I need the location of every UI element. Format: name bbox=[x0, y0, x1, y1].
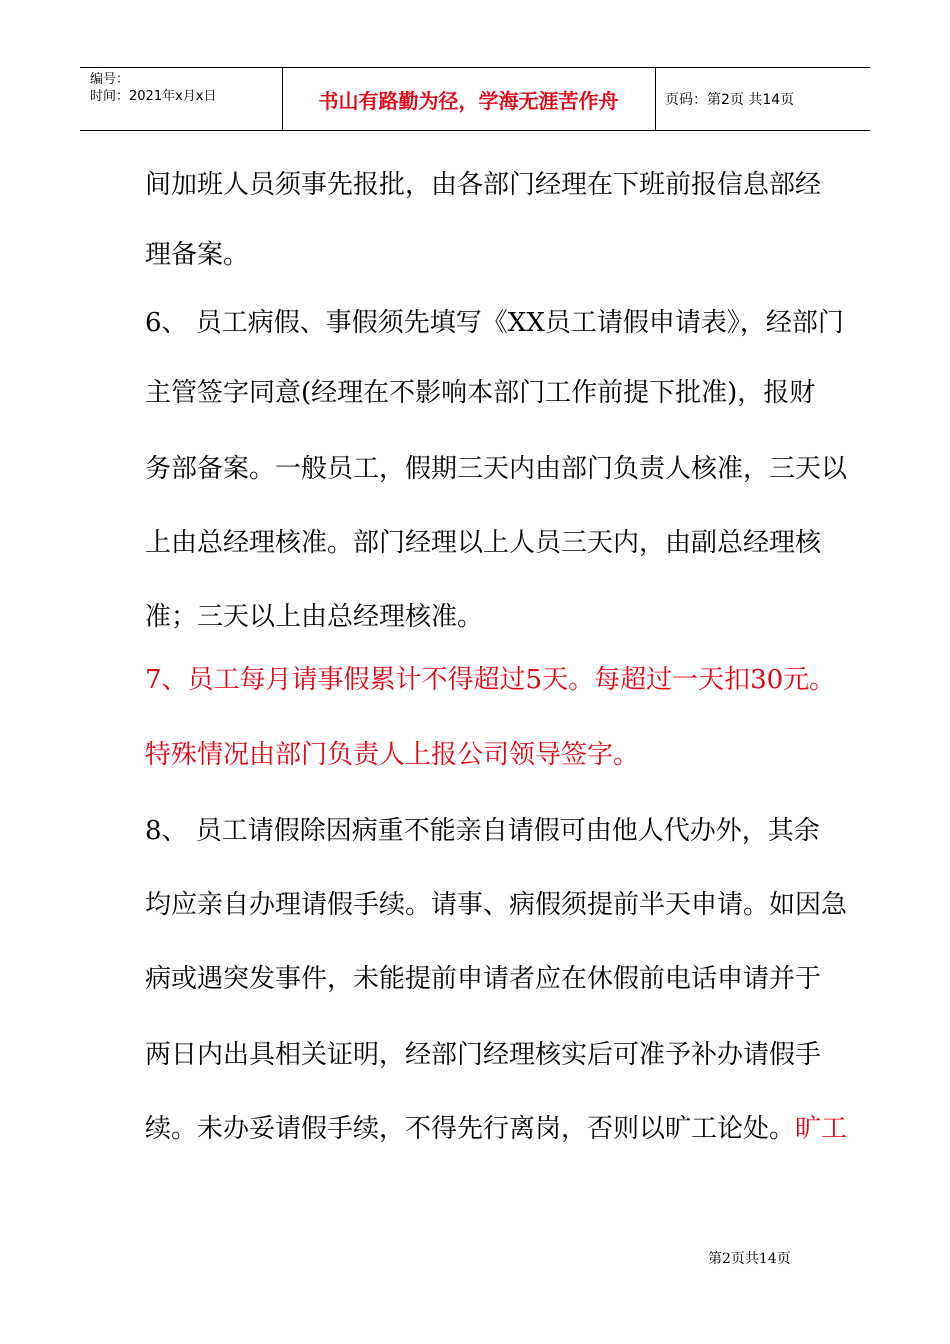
body-line-text: 续。未办妥请假手续，不得先行离岗，否则以旷工论处。 bbox=[145, 1114, 796, 1144]
highlighted-rule-line: 7、员工每月请事假累计不得超过5天。每超过一天扣30元。 bbox=[145, 665, 836, 695]
page-footer: 第2页共14页 bbox=[708, 1251, 791, 1267]
body-line bbox=[145, 1114, 847, 1144]
body-line: 两日内出具相关证明，经部门经理核实后可准予补办请假手 bbox=[145, 1040, 822, 1070]
body-line: 主管签字同意(经理在不影响本部门工作前提下批准)，报财 bbox=[145, 378, 816, 408]
header-motto: 书山有路勤为径，学海无涯苦作舟 bbox=[318, 88, 619, 113]
body-line: 上由总经理核准。部门经理以上人员三天内，由副总经理核 bbox=[145, 528, 822, 558]
document-number-label: 编号： bbox=[90, 72, 130, 87]
body-line: 8、 员工请假除因病重不能亲自请假可由他人代办外，其余 bbox=[145, 816, 820, 846]
page-header bbox=[80, 67, 870, 131]
body-line: 6、 员工病假、事假须先填写《XX员工请假申请表》，经部门 bbox=[145, 308, 844, 338]
body-line: 病或遇突发事件，未能提前申请者应在休假前电话申请并于 bbox=[145, 964, 822, 994]
body-line: 准；三天以上由总经理核准。 bbox=[145, 602, 484, 632]
body-line: 均应亲自办理请假手续。请事、病假须提前半天申请。如因急 bbox=[145, 890, 848, 920]
highlighted-tail-text: 旷工 bbox=[795, 1114, 848, 1144]
document-date: 时间：2021年x月x日 bbox=[90, 89, 217, 104]
header-divider bbox=[655, 68, 656, 130]
header-meta bbox=[90, 71, 216, 105]
header-page-info: 页码：第2页 共14页 bbox=[665, 92, 795, 108]
body-line: 务部备案。一般员工，假期三天内由部门负责人核准，三天以 bbox=[145, 454, 848, 484]
body-line: 理备案。 bbox=[145, 240, 250, 270]
highlighted-rule-line: 特殊情况由部门负责人上报公司领导签字。 bbox=[145, 740, 640, 770]
body-line: 间加班人员须事先报批，由各部门经理在下班前报信息部经 bbox=[145, 170, 822, 200]
